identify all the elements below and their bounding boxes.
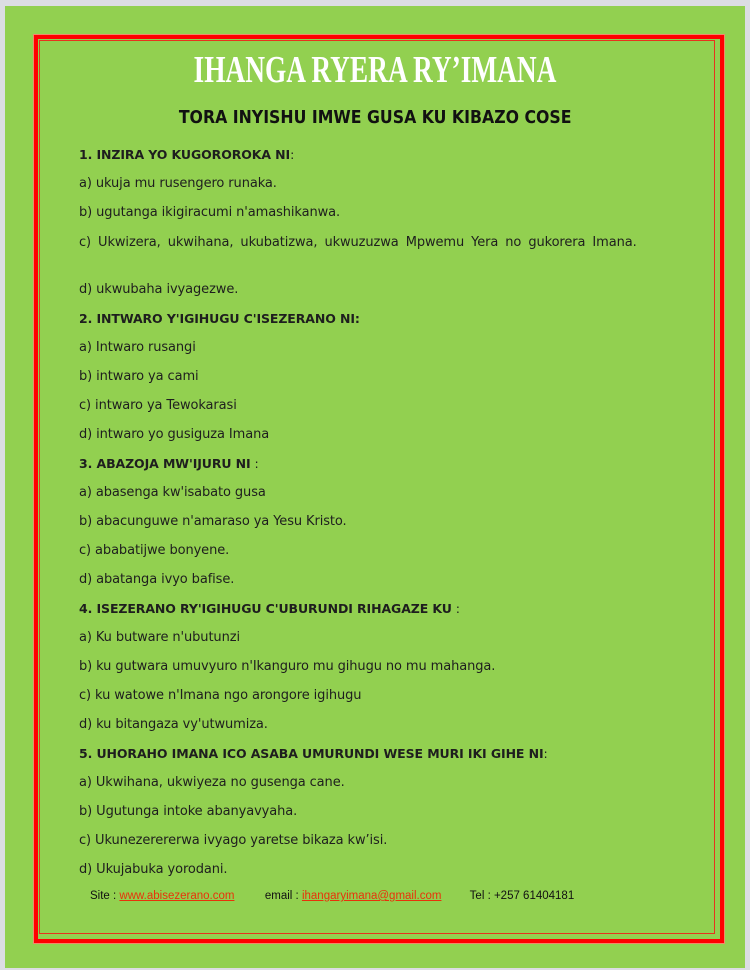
option-1d: d) ukwubaha ivyagezwe. bbox=[79, 282, 239, 297]
option-2d: d) intwaro yo gusiguza Imana bbox=[79, 427, 270, 442]
option-3c: c) ababatijwe bonyene. bbox=[79, 543, 230, 558]
question-heading-1: 1. INZIRA YO KUGOROROKA NI: bbox=[79, 147, 295, 162]
option-3d: d) abatanga ivyo bafise. bbox=[79, 572, 235, 587]
question-heading-5: 5. UHORAHO IMANA ICO ASABA UMURUNDI WESE MURI IKI GIHE NI: bbox=[79, 746, 548, 761]
option-4d: d) ku bitangaza vy'utwumiza. bbox=[79, 717, 268, 732]
document-subtitle: TORA INYISHU IMWE GUSA KU KIBAZO COSE bbox=[178, 108, 572, 128]
option-4a: a) Ku butware n'ubutunzi bbox=[79, 630, 240, 645]
document-title: IHANGA RYERA RY’IMANA bbox=[193, 49, 557, 91]
option-1c: c) Ukwizera, ukwihana, ukubatizwa, ukwuzuzwa Mpwemu Yera no gukorera Imana. bbox=[79, 235, 637, 250]
option-2a: a) Intwaro rusangi bbox=[79, 340, 196, 355]
option-3b: b) abacunguwe n'amaraso ya Yesu Kristo. bbox=[79, 514, 347, 529]
option-1a: a) ukuja mu rusengero runaka. bbox=[79, 176, 277, 191]
email-link[interactable]: ihangaryimana@gmail.com bbox=[301, 890, 442, 902]
email-label: email : bbox=[264, 890, 302, 902]
option-2b: b) intwaro ya cami bbox=[79, 369, 199, 384]
question-heading-3: 3. ABAZOJA MW'IJURU NI : bbox=[79, 456, 259, 471]
question-heading-4: 4. ISEZERANO RY'IGIHUGU C'UBURUNDI RIHAGAZE KU : bbox=[79, 601, 460, 616]
option-1b: b) ugutanga ikigiracumi n'amashikanwa. bbox=[79, 205, 341, 220]
questions-list bbox=[79, 143, 659, 887]
option-4c: c) ku watowe n'Imana ngo arongore igihugu bbox=[79, 688, 362, 703]
option-5a: a) Ukwihana, ukwiyeza no gusenga cane. bbox=[79, 775, 345, 790]
option-5d: d) Ukujabuka yorodani. bbox=[79, 862, 228, 877]
site-link[interactable]: www.abisezerano.com bbox=[119, 890, 235, 902]
document-footer bbox=[90, 887, 650, 905]
option-5b: b) Ugutunga intoke abanyavyaha. bbox=[79, 804, 298, 819]
option-2c: c) intwaro ya Tewokarasi bbox=[79, 398, 237, 413]
option-5c: c) Ukunezerererwa ivyago yaretse bikaza kw’isi. bbox=[79, 833, 388, 848]
question-heading-2: 2. INTWARO Y'IGIHUGU C'ISEZERANO NI: bbox=[79, 311, 360, 326]
telephone: Tel : +257 61404181 bbox=[469, 890, 575, 902]
option-3a: a) abasenga kw'isabato gusa bbox=[79, 485, 266, 500]
site-label: Site : bbox=[90, 890, 120, 902]
option-4b: b) ku gutwara umuvyuro n'Ikanguro mu gihugu no mu mahanga. bbox=[79, 659, 496, 674]
